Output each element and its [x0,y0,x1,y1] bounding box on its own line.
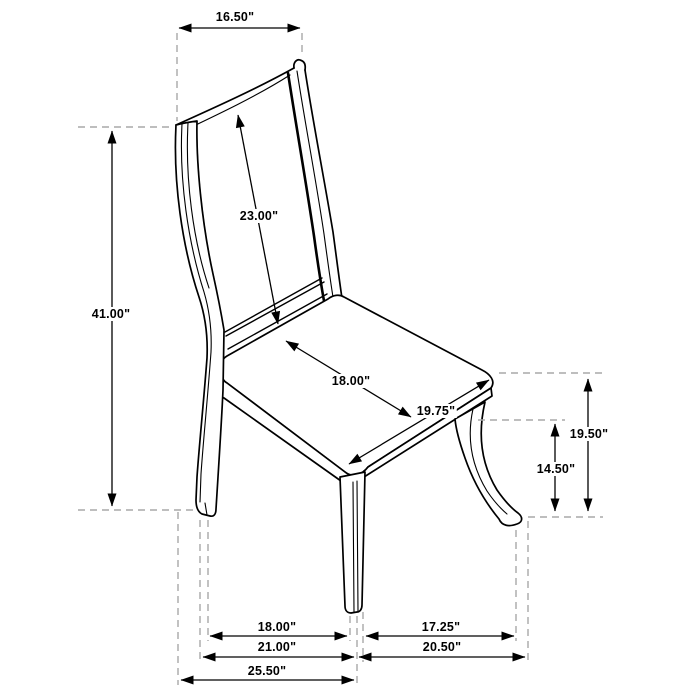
dim-label-seat-height: 19.50" [569,427,609,441]
backrest-top-edge [176,68,294,125]
dim-label-floor-depth-left: 21.00" [257,640,297,654]
front-right-leg [455,402,522,526]
chair [175,60,521,613]
backrest-top-notch [294,60,305,70]
backrest-right-seam [288,73,324,301]
dim-label-seat-depth: 18.00" [331,374,371,388]
dim-label-overall-depth: 25.50" [247,664,287,678]
front-right-leg-outline [455,402,522,526]
dim-label-floor-depth-right: 20.50" [422,640,462,654]
dim-label-floor-leg-to-leg: 17.25" [421,620,461,634]
front-left-leg-outline [340,472,365,613]
backrest-right-stile-mid [297,71,334,303]
front-left-leg [340,472,365,613]
dim-label-overall-height: 41.00" [91,307,131,321]
backrest-right-stile-outer [305,70,343,305]
rear-left-leg-and-stile [175,121,224,516]
chair-seat [218,295,493,484]
dim-label-seat-rail-height: 14.50" [536,462,576,476]
dim-label-back-top-width: 16.50" [215,10,255,24]
dim-label-seat-front-width: 19.75" [416,404,456,418]
dim-label-backrest-length: 23.00" [239,209,279,223]
dim-label-floor-rear-to-front: 18.00" [257,620,297,634]
